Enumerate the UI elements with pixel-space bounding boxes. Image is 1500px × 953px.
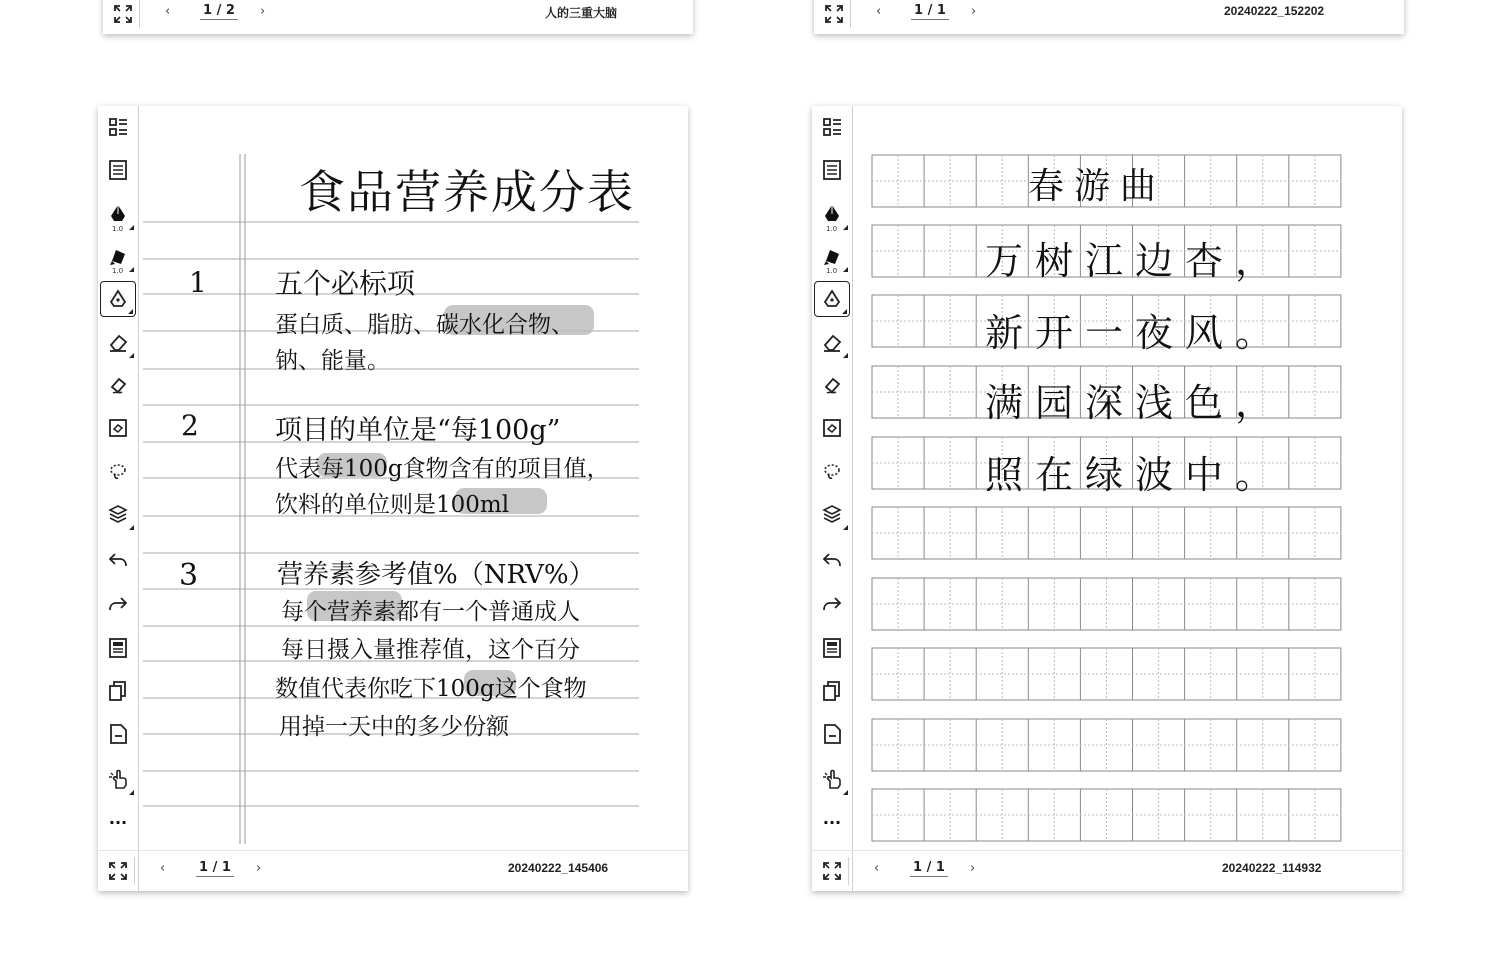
- clear-eraser-icon: [107, 417, 129, 439]
- undo-tool-button[interactable]: [100, 542, 136, 578]
- redo-icon: [821, 593, 843, 615]
- new-page-icon: [821, 723, 843, 745]
- pen-icon: [107, 203, 129, 225]
- toolbar: [98, 106, 139, 891]
- submenu-indicator: [129, 225, 134, 230]
- submenu-indicator: [129, 267, 134, 272]
- more-tool-button[interactable]: [100, 804, 136, 840]
- item-line: 每个营养素都有一个普通成人: [281, 599, 580, 625]
- page-indicator[interactable]: 1 / 2: [200, 3, 238, 20]
- fullscreen-button[interactable]: [816, 857, 849, 885]
- new-page-tool-button[interactable]: [100, 716, 136, 752]
- stroke-eraser-tool-button[interactable]: [100, 367, 136, 403]
- marker-tool-button[interactable]: [100, 238, 136, 274]
- toc-tool-button[interactable]: [100, 152, 136, 188]
- document-name: 人的三重大脑: [545, 6, 618, 20]
- item-heading: 五个必标项: [275, 267, 416, 300]
- next-page-button[interactable]: ›: [971, 4, 977, 19]
- submenu-indicator: [843, 225, 848, 230]
- fullscreen-button[interactable]: [102, 857, 135, 885]
- submenu-indicator: [128, 309, 133, 314]
- toc-icon: [107, 159, 129, 181]
- document-name: 20240222_145406: [508, 861, 609, 875]
- note-panel-top-right: [814, 0, 1404, 34]
- note-panel-right: [812, 106, 1402, 891]
- touch-gesture-tool-button[interactable]: [814, 761, 850, 797]
- stroke-eraser-icon: [107, 374, 129, 396]
- more-icon: ···: [108, 812, 128, 832]
- note-panel-top-left: [103, 0, 693, 34]
- pen-tool-button[interactable]: [814, 196, 850, 232]
- poem-line: 满园深浅色，: [985, 381, 1286, 425]
- touch-gesture-icon: [107, 768, 129, 790]
- page-indicator[interactable]: 1 / 1: [911, 3, 949, 20]
- bottom-bar: [814, 0, 1404, 34]
- pen-width-label: 1.0: [112, 225, 124, 233]
- brush-icon: [107, 288, 129, 310]
- bottom-bar: [103, 0, 693, 34]
- marker-icon: [107, 245, 129, 267]
- item-heading: 项目的单位是“每100g”: [275, 415, 561, 446]
- lasso-tool-button[interactable]: [100, 454, 136, 490]
- item-line: 蛋白质、脂肪、碳水化合物、: [275, 312, 574, 338]
- bottom-bar: [812, 850, 1402, 891]
- copy-page-tool-button[interactable]: [100, 673, 136, 709]
- eraser-icon: [821, 331, 843, 353]
- fullscreen-button[interactable]: [818, 0, 851, 28]
- undo-icon: [107, 549, 129, 571]
- prev-page-button[interactable]: ‹: [874, 861, 880, 876]
- submenu-indicator: [842, 309, 847, 314]
- touch-gesture-icon: [821, 768, 843, 790]
- item-line: 饮料的单位则是100ml: [275, 492, 510, 518]
- new-page-icon: [107, 723, 129, 745]
- page-template-icon: [107, 637, 129, 659]
- undo-tool-button[interactable]: [814, 542, 850, 578]
- item-line: 钠、能量。: [275, 348, 390, 374]
- page-indicator[interactable]: 1 / 1: [196, 860, 234, 877]
- submenu-indicator: [129, 353, 134, 358]
- poem-title: 春游曲: [1028, 166, 1167, 207]
- eraser-icon: [107, 331, 129, 353]
- bottom-bar: [98, 850, 688, 891]
- item-number: 3: [179, 558, 199, 593]
- page-template-icon: [821, 637, 843, 659]
- page-template-tool-button[interactable]: [814, 630, 850, 666]
- template-tool-button[interactable]: [814, 109, 850, 145]
- eraser-tool-button[interactable]: [814, 324, 850, 360]
- poem-line: 万树江边杏，: [985, 239, 1286, 283]
- copy-page-tool-button[interactable]: [814, 673, 850, 709]
- submenu-indicator: [843, 790, 848, 795]
- template-tool-button[interactable]: [100, 109, 136, 145]
- pen-tool-button[interactable]: [100, 196, 136, 232]
- toc-icon: [821, 159, 843, 181]
- note-title: 食品营养成分表: [299, 165, 635, 219]
- marker-icon: [821, 245, 843, 267]
- page-template-tool-button[interactable]: [100, 630, 136, 666]
- stroke-eraser-icon: [821, 374, 843, 396]
- brush-tool-button[interactable]: [100, 281, 136, 317]
- new-page-tool-button[interactable]: [814, 716, 850, 752]
- redo-tool-button[interactable]: [814, 586, 850, 622]
- note-canvas[interactable]: [853, 106, 1402, 850]
- poem-line: 新开一夜风。: [985, 311, 1286, 355]
- next-page-button[interactable]: ›: [256, 861, 262, 876]
- brush-tool-button[interactable]: [814, 281, 850, 317]
- layers-icon: [107, 503, 129, 525]
- stroke-eraser-tool-button[interactable]: [814, 367, 850, 403]
- prev-page-button[interactable]: ‹: [160, 861, 166, 876]
- touch-gesture-tool-button[interactable]: [100, 761, 136, 797]
- layers-tool-button[interactable]: [814, 496, 850, 532]
- item-heading: 营养素参考值%（NRV%）: [277, 560, 595, 590]
- submenu-indicator: [843, 525, 848, 530]
- template-icon: [821, 116, 843, 138]
- more-tool-button[interactable]: [814, 804, 850, 840]
- pen-icon: [821, 203, 843, 225]
- clear-eraser-icon: [821, 417, 843, 439]
- submenu-indicator: [129, 525, 134, 530]
- fullscreen-icon: [822, 861, 842, 881]
- item-line: 用掉一天中的多少份额: [279, 714, 509, 740]
- document-name: 20240222_152202: [1224, 4, 1325, 18]
- brush-icon: [821, 288, 843, 310]
- template-icon: [107, 116, 129, 138]
- submenu-indicator: [129, 790, 134, 795]
- poem-line: 照在绿波中。: [985, 453, 1286, 497]
- marker-tool-button[interactable]: [814, 238, 850, 274]
- copy-page-icon: [107, 680, 129, 702]
- next-page-button[interactable]: ›: [970, 861, 976, 876]
- layers-tool-button[interactable]: [100, 496, 136, 532]
- lasso-tool-button[interactable]: [814, 454, 850, 490]
- item-line: 每日摄入量推荐值，这个百分: [281, 637, 580, 663]
- submenu-indicator: [843, 353, 848, 358]
- toolbar: [812, 106, 853, 891]
- redo-icon: [107, 593, 129, 615]
- page-indicator[interactable]: 1 / 1: [910, 860, 948, 877]
- item-number: 2: [181, 409, 199, 442]
- fullscreen-icon: [108, 861, 128, 881]
- next-page-button[interactable]: ›: [260, 4, 266, 19]
- undo-icon: [821, 549, 843, 571]
- copy-page-icon: [821, 680, 843, 702]
- item-line: 数值代表你吃下100g这个食物: [275, 676, 587, 702]
- pen-width-label: 1.0: [826, 225, 838, 233]
- note-panel-left: [98, 106, 688, 891]
- item-number: 1: [189, 266, 207, 299]
- note-canvas[interactable]: [139, 106, 688, 850]
- prev-page-button[interactable]: ‹: [165, 4, 171, 19]
- layers-icon: [821, 503, 843, 525]
- fullscreen-icon: [824, 4, 844, 24]
- redo-tool-button[interactable]: [100, 586, 136, 622]
- document-name: 20240222_114932: [1222, 861, 1322, 875]
- clear-eraser-tool-button[interactable]: [100, 410, 136, 446]
- toc-tool-button[interactable]: [814, 152, 850, 188]
- lasso-icon: [821, 461, 843, 483]
- clear-eraser-tool-button[interactable]: [814, 410, 850, 446]
- eraser-tool-button[interactable]: [100, 324, 136, 360]
- pen-width-label: 1.0: [826, 267, 838, 275]
- more-icon: ···: [822, 812, 842, 832]
- fullscreen-button[interactable]: [107, 0, 140, 28]
- pen-width-label: 1.0: [112, 267, 124, 275]
- item-line: 代表每100g食物含有的项目值，: [275, 456, 610, 482]
- lasso-icon: [107, 461, 129, 483]
- fullscreen-icon: [113, 4, 133, 24]
- prev-page-button[interactable]: ‹: [876, 4, 882, 19]
- submenu-indicator: [843, 267, 848, 272]
